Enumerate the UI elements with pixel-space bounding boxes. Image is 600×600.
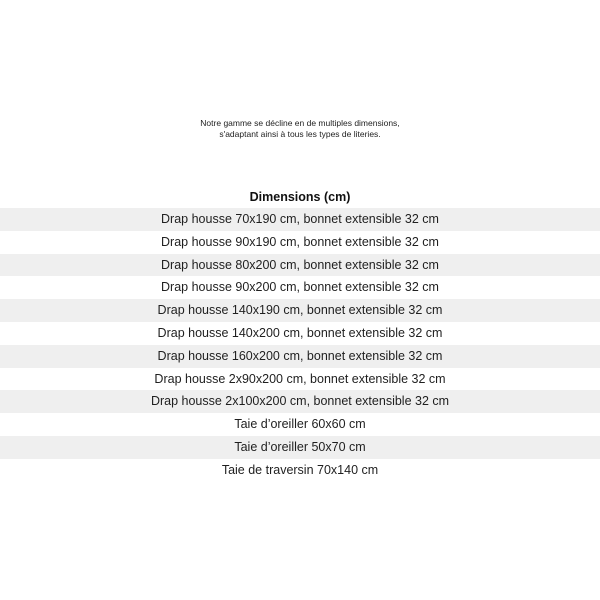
table-row: Drap housse 140x200 cm, bonnet extensible 32 cm bbox=[157, 325, 443, 340]
table-header: Dimensions (cm) bbox=[249, 190, 351, 204]
table-row: Drap housse 70x190 cm, bonnet extensible 32 cm bbox=[0, 208, 600, 231]
table-row: Drap housse 140x190 cm, bonnet extensible 32 cm bbox=[0, 299, 600, 322]
intro-line-2: s'adaptant ainsi à tous les types de literies. bbox=[219, 129, 381, 139]
dimensions-table bbox=[0, 186, 600, 482]
table-row: Drap housse 2x90x200 cm, bonnet extensible 32 cm bbox=[154, 371, 446, 386]
table-row: Taie d’oreiller 50x70 cm bbox=[0, 436, 600, 459]
intro-line-1: Notre gamme se décline en de multiples dimensions, bbox=[200, 118, 400, 128]
table-row: Drap housse 90x200 cm, bonnet extensible 32 cm bbox=[161, 280, 439, 295]
table-row: Drap housse 80x200 cm, bonnet extensible 32 cm bbox=[0, 254, 600, 277]
table-row: Drap housse 90x190 cm, bonnet extensible 32 cm bbox=[161, 234, 439, 249]
table-row: Drap housse 160x200 cm, bonnet extensible 32 cm bbox=[0, 345, 600, 368]
table-row: Taie d’oreiller 60x60 cm bbox=[234, 417, 366, 432]
table-row: Drap housse 2x100x200 cm, bonnet extensible 32 cm bbox=[0, 390, 600, 413]
table-row: Taie de traversin 70x140 cm bbox=[221, 462, 379, 477]
intro-text bbox=[0, 118, 600, 140]
